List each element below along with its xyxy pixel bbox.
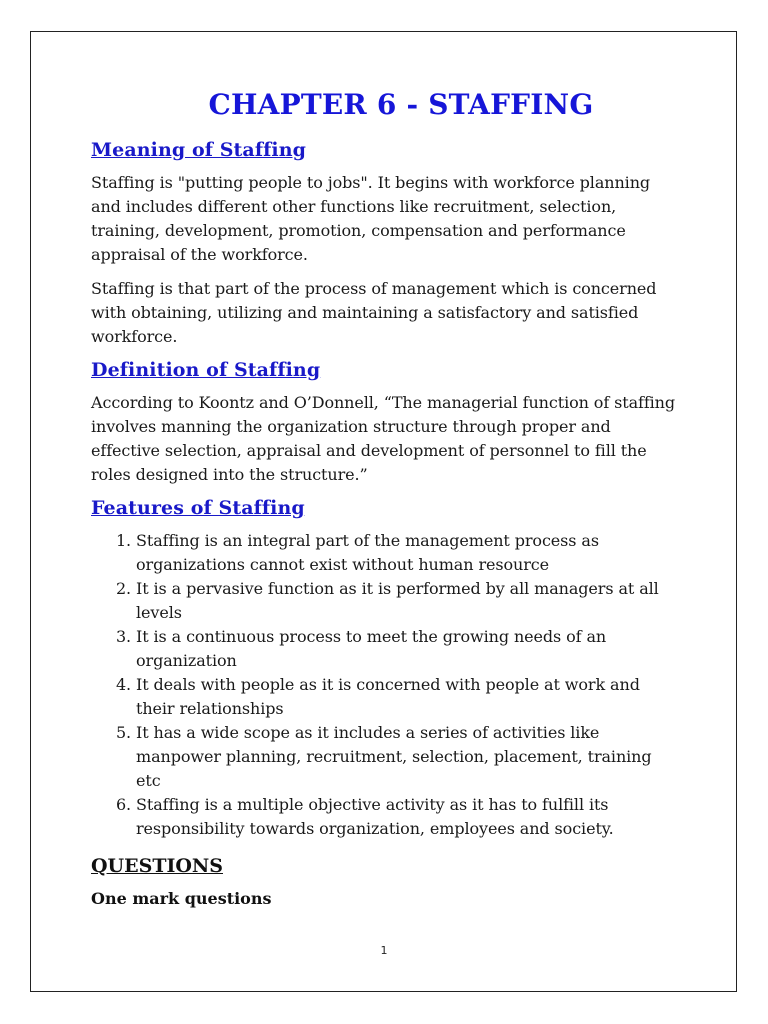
list-item: 3. It is a continuous process to meet the growing needs of an organization [136,625,681,673]
list-item: 2. It is a pervasive function as it is performed by all managers at all levels [136,577,681,625]
definition-paragraph: According to Koontz and O’Donnell, “The managerial function of staffing involves manning the organization structure through proper and effective selection, appraisal and development of personnel to fill the roles designed into the structure.” [91,393,676,484]
page-content [91,88,681,908]
meaning-paragraph-1: Staffing is "putting people to jobs". It begins with workforce planning and includes different other functions like recruitment, selection, training, development, promotion, compensation and performance appraisal of the workforce. [91,173,651,264]
section-heading-definition[interactable]: Definition of Staffing [91,359,321,381]
list-item: 4. It deals with people as it is concerned with people at work and their relationships [136,673,681,721]
chapter-title: CHAPTER 6 - STAFFING [208,88,594,121]
one-mark-questions-heading: One mark questions [91,889,272,908]
meaning-paragraph-2: Staffing is that part of the process of management which is concerned with obtaining, utilizing and maintaining a satisfactory and satisfied workforce. [91,279,657,346]
questions-heading: QUESTIONS [91,855,223,877]
list-item: 5. It has a wide scope as it includes a series of activities like manpower planning, recruitment, selection, placement, training etc [136,721,681,793]
section-heading-meaning[interactable]: Meaning of Staffing [91,139,307,161]
list-item: 1. Staffing is an integral part of the management process as organizations cannot exist without human resource [136,529,681,577]
page-number: 1 [380,944,388,957]
section-heading-features[interactable]: Features of Staffing [91,497,305,519]
features-list [91,529,681,841]
list-item: 6. Staffing is a multiple objective activity as it has to fulfill its responsibility towards organization, employees and society. [136,793,681,841]
